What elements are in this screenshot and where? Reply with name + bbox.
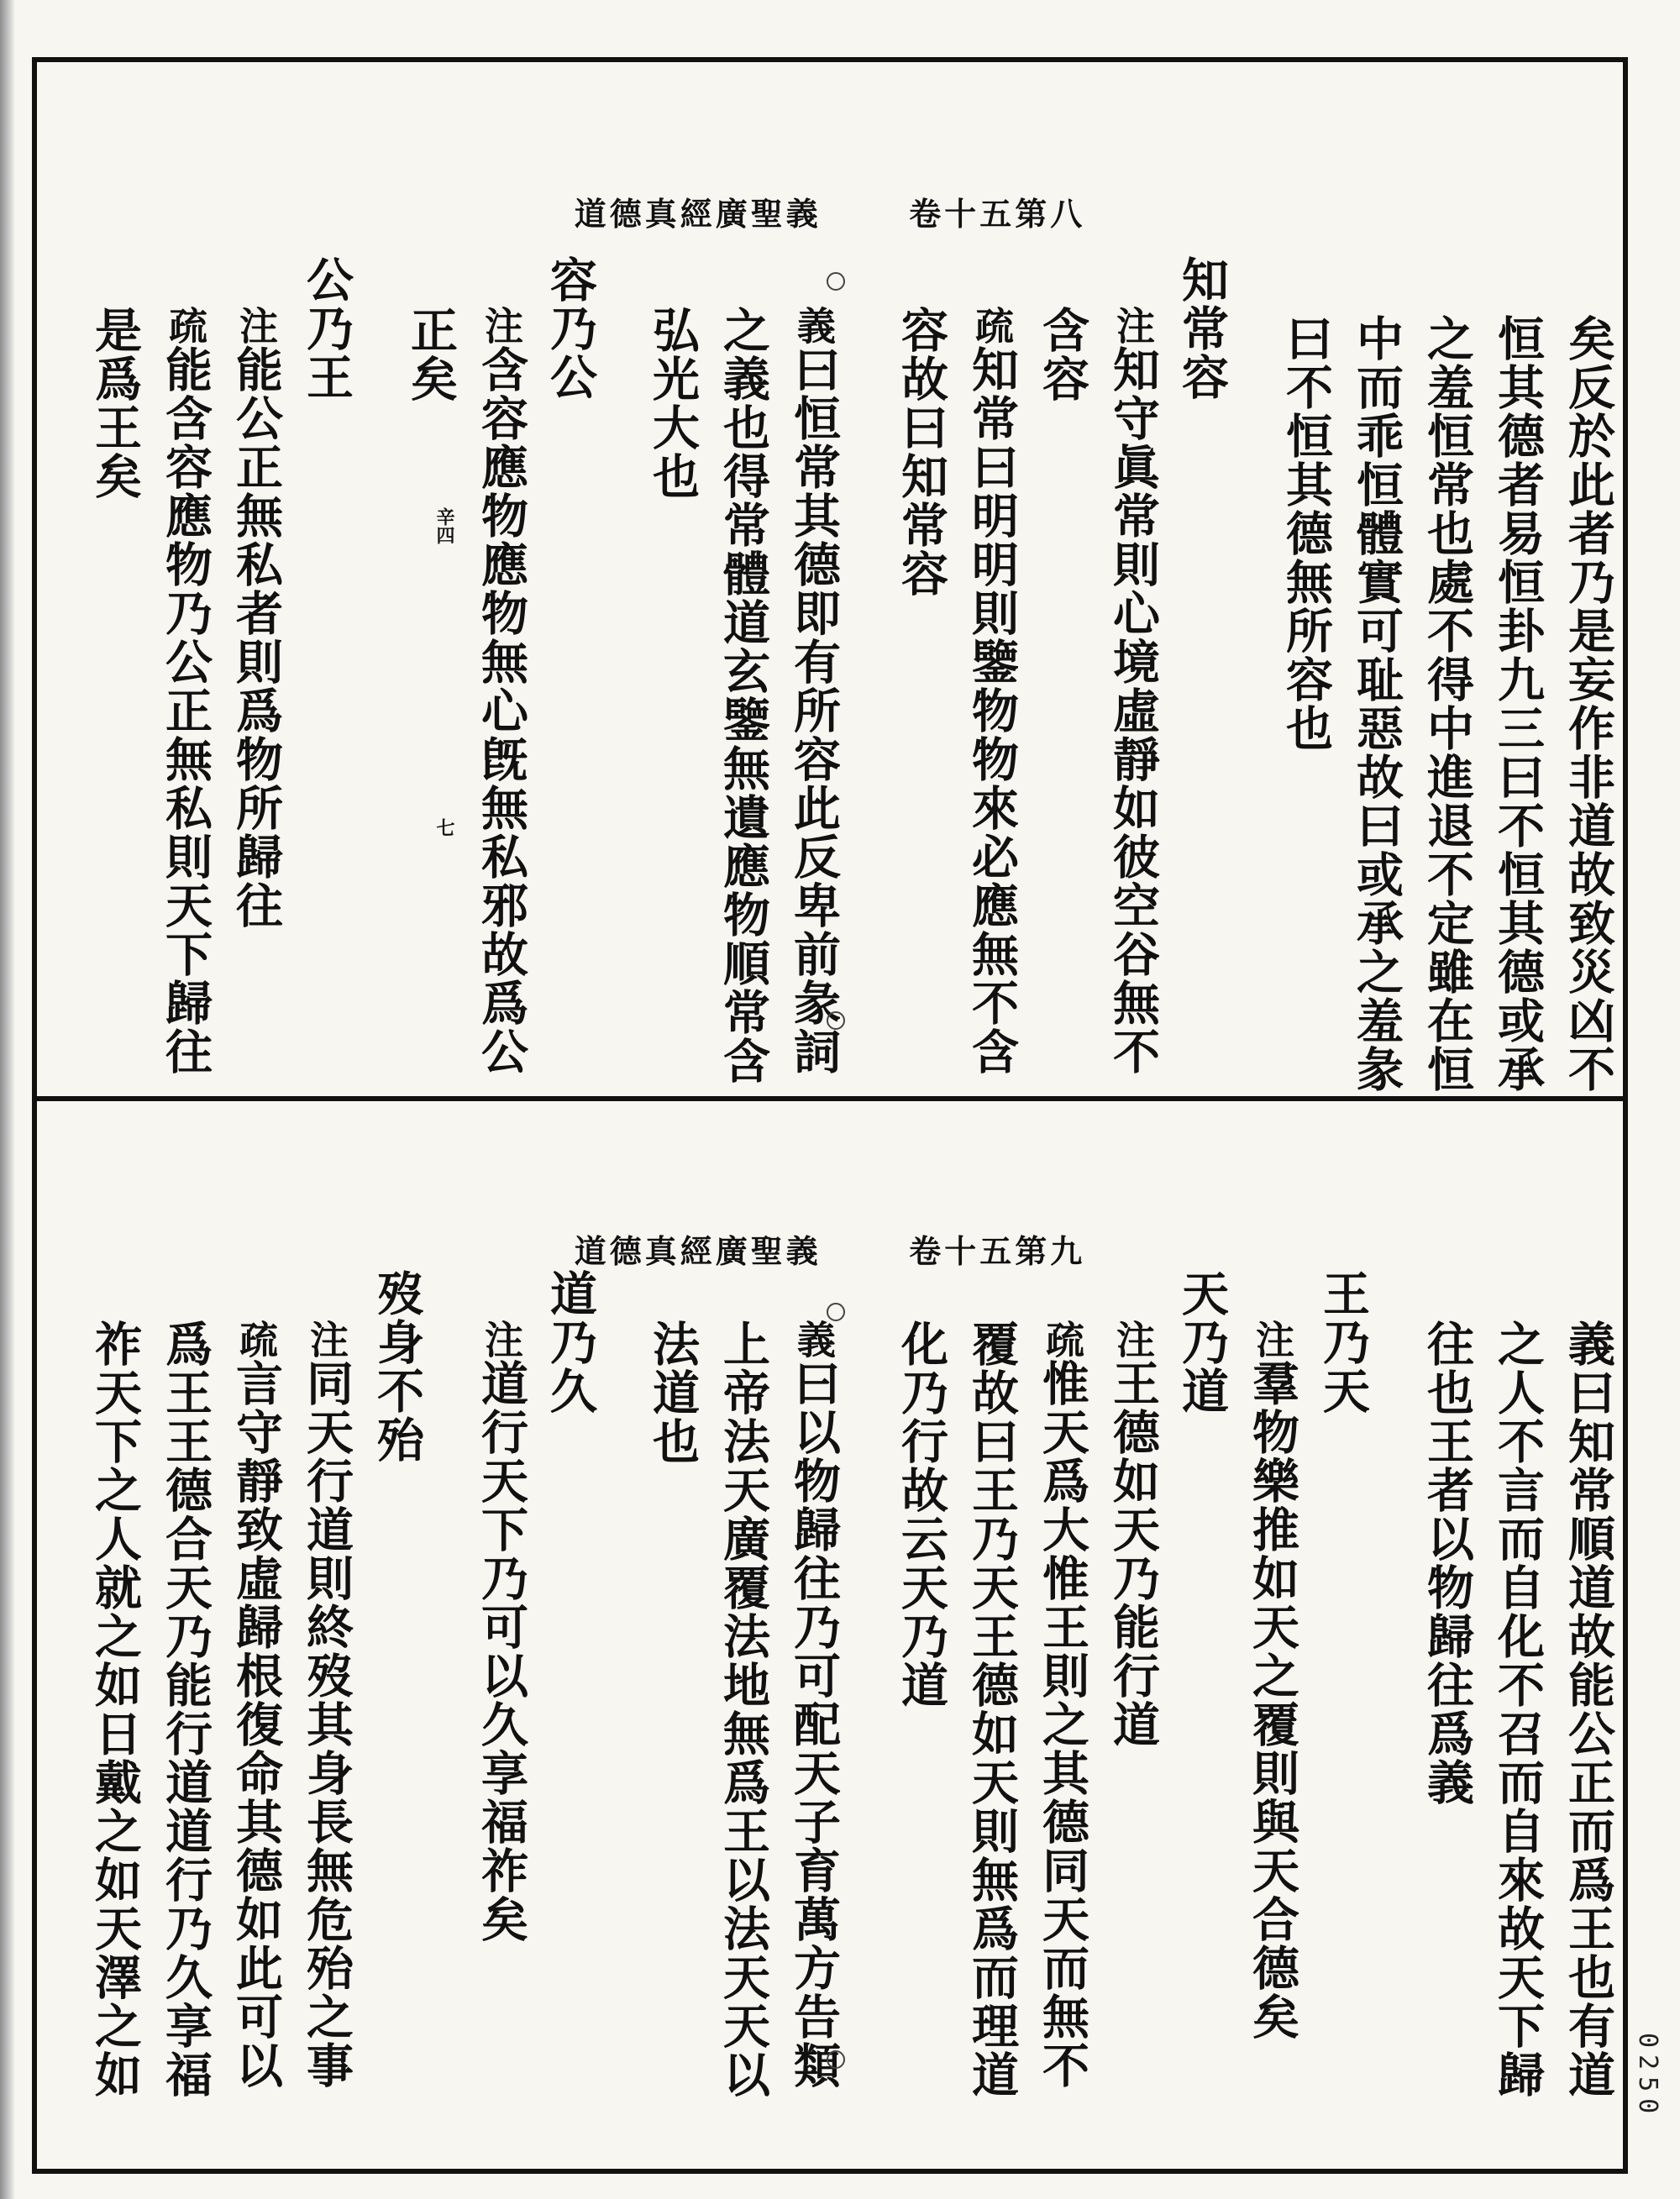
bottom-col-3: 往也王者以物歸往爲義 [1420, 1320, 1475, 1807]
top-col-3: 之羞恒常也處不得中進退不定雖在恒 [1420, 314, 1475, 1094]
bottom-col-2: 之人不言而自化不召而自來故天下歸 [1490, 1320, 1546, 2099]
top-col-18: 注能公正無私者則爲物所歸往 [228, 306, 284, 930]
bottom-col-15: 注道行天下乃可以久享福祚矣 [474, 1320, 529, 1944]
top-col-12: 之義也得常體道玄鑒無遺應物順常含 [716, 306, 771, 1085]
bottom-col-10: 化乃行故云天乃道 [894, 1320, 949, 1709]
page-number: 0250 [1633, 2033, 1662, 2121]
circle-marker [827, 272, 845, 291]
top-col-11: 義曰恒常其德即有所容此反卑前彖詞 [786, 306, 842, 1076]
circle-marker [827, 1011, 845, 1030]
top-col-8: 含容 [1035, 306, 1090, 403]
bottom-col-12: 上帝法天廣覆法地無爲王以法天天以 [716, 1320, 771, 2099]
top-col-7: 注知守眞常則心境虛靜如彼空谷無不 [1105, 306, 1161, 1076]
circle-marker [827, 1303, 845, 1321]
top-col-20: 是爲王矣 [87, 306, 143, 501]
bottom-col-9: 覆故曰王乃天王德如天則無爲而理道 [964, 1320, 1020, 2099]
bottom-col-20: 祚天下之人就之如日戴之如天澤之如 [87, 1320, 143, 2099]
scan-edge [0, 0, 15, 2199]
bottom-col-14: 道乃久 [543, 1269, 598, 1415]
bottom-col-4: 王乃天 [1315, 1269, 1371, 1415]
top-col-15: 注含容應物應物無心旣無私邪故爲公 [474, 306, 529, 1076]
bottom-col-16: 歿身不殆 [370, 1269, 425, 1464]
top-col-9: 疏知常曰明明則鑒物物來必應無不含 [964, 306, 1020, 1076]
bottom-col-13: 法道也 [645, 1320, 701, 1466]
bottom-panel [37, 1101, 1623, 2169]
top-note-1: 辛四 [433, 507, 455, 544]
bottom-col-6: 天乃道 [1174, 1269, 1230, 1415]
top-col-4: 中而乖恒體實可耻惡故曰或承之羞彖 [1349, 314, 1404, 1094]
bottom-col-11: 義曰以物歸往乃可配天子育萬方告類 [786, 1320, 842, 2090]
bottom-header-volume: 卷十五第九 [909, 1232, 1086, 1270]
circle-marker [827, 2050, 845, 2069]
top-col-17: 公乃王 [299, 255, 354, 401]
top-panel [37, 62, 1623, 1096]
top-col-13: 弘光大也 [645, 306, 701, 501]
top-note-2: 七 [433, 818, 455, 837]
top-col-10: 容故曰知常容 [894, 306, 949, 598]
top-col-16: 正矣 [403, 306, 459, 403]
top-col-19: 疏能含容應物乃公正無私則天下歸往 [158, 306, 213, 1076]
bottom-col-17: 注同天行道則終歿其身長無危殆之事 [299, 1320, 354, 2090]
bottom-col-5: 注羣物樂推如天之覆則與天合德矣 [1245, 1320, 1300, 2041]
top-col-14: 容乃公 [543, 255, 598, 401]
bottom-col-8: 疏惟天爲大惟王則之其德同天而無不 [1035, 1320, 1090, 2090]
bottom-col-18: 疏言守靜致虛歸根復命其德如此可以 [228, 1320, 284, 2090]
top-col-2: 恒其德者易恒卦九三曰不恒其德或承 [1490, 314, 1546, 1094]
bottom-header [37, 1225, 1623, 1272]
top-header [37, 188, 1623, 234]
top-col-6: 知常容 [1174, 255, 1230, 401]
top-header-volume: 卷十五第八 [909, 195, 1086, 233]
bottom-header-title: 道德真經廣聖義 [574, 1232, 822, 1270]
top-col-1: 矣反於此者乃是妄作非道故致災凶不 [1561, 314, 1616, 1094]
top-header-title: 道德真經廣聖義 [574, 195, 822, 233]
top-col-5: 曰不恒其德無所容也 [1278, 314, 1334, 753]
bottom-col-7: 注王德如天乃能行道 [1105, 1320, 1161, 1749]
bottom-col-1: 義曰知常順道故能公正而爲王也有道 [1561, 1320, 1616, 2099]
bottom-col-19: 爲王王德合天乃能行道道行乃久享福 [158, 1320, 213, 2099]
